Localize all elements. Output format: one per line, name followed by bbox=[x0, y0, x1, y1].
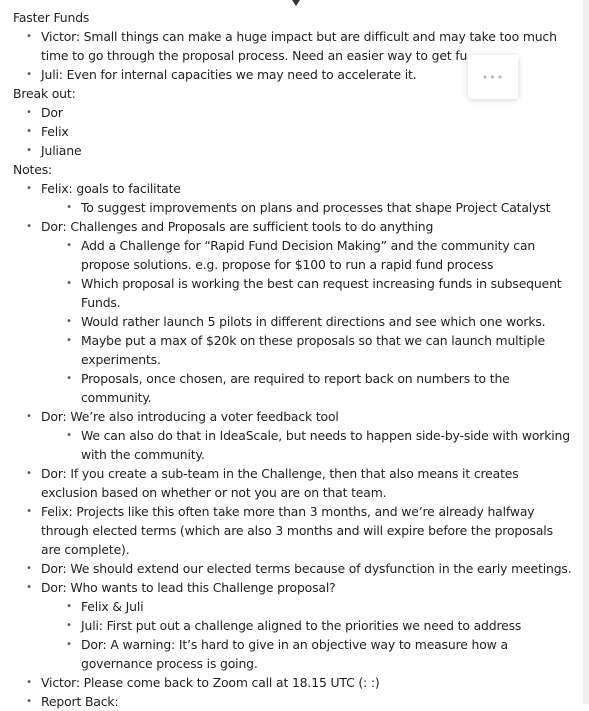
list-item-text: Which proposal is working the best can request increasing funds in subsequent bbox=[81, 276, 562, 291]
list-item-text: Dor: We’re also introducing a voter feedback tool bbox=[41, 409, 339, 424]
section-heading-faster-funds bbox=[13, 8, 583, 27]
list-item-text: Would rather launch 5 pilots in different directions and see which one works. bbox=[81, 314, 546, 329]
list-item-text: Victor: Small things can make a huge impact but are difficult and may take too much bbox=[41, 29, 557, 44]
section-heading-text: Notes: bbox=[13, 162, 53, 177]
list-item bbox=[13, 673, 583, 692]
bullet-icon: • bbox=[26, 563, 32, 574]
bullet-icon: • bbox=[66, 278, 72, 289]
list-item bbox=[13, 179, 583, 198]
list-item-text: through elected terms (which are also 3 months and will expire before the proposals bbox=[41, 523, 553, 538]
list-item bbox=[13, 122, 583, 141]
list-item bbox=[13, 578, 583, 597]
list-item-text: Juliane bbox=[41, 143, 82, 158]
section-heading-notes bbox=[13, 160, 583, 179]
right-edge-strip bbox=[583, 0, 589, 704]
list-item-text: Felix: Projects like this often take more than 3 months, and we’re already halfway bbox=[41, 504, 535, 519]
list-item-continuation bbox=[13, 255, 583, 274]
list-item-text: Felix bbox=[41, 124, 69, 139]
list-item bbox=[13, 331, 583, 350]
list-item-text: Dor: Challenges and Proposals are sufficient tools to do anything bbox=[41, 219, 434, 234]
list-item bbox=[13, 103, 583, 122]
list-item-text: We can also do that in IdeaScale, but needs to happen side-by-side with working bbox=[81, 428, 570, 443]
list-item-text: Add a Challenge for “Rapid Fund Decision Making” and the community can bbox=[81, 238, 536, 253]
list-item bbox=[13, 426, 583, 445]
list-item-text: Dor: Who wants to lead this Challenge proposal? bbox=[41, 580, 336, 595]
list-item-text: propose solutions. e.g. propose for $100 to run a rapid fund process bbox=[81, 257, 494, 272]
bullet-icon: • bbox=[26, 468, 32, 479]
list-item-continuation bbox=[13, 293, 583, 312]
bullet-icon: • bbox=[26, 221, 32, 232]
list-item-continuation bbox=[13, 388, 583, 407]
bullet-icon: • bbox=[66, 335, 72, 346]
bullet-icon: • bbox=[26, 677, 32, 688]
list-item-continuation bbox=[13, 654, 583, 673]
list-item bbox=[13, 274, 583, 293]
list-item bbox=[13, 217, 583, 236]
list-item-text: community. bbox=[81, 390, 152, 405]
list-item-text: Dor: A warning: It’s hard to give in an objective way to measure how a bbox=[81, 637, 508, 652]
list-item-text: Dor bbox=[41, 105, 63, 120]
list-item-text: Proposals, once chosen, are required to report back on numbers to the bbox=[81, 371, 510, 386]
document-body bbox=[13, 8, 583, 711]
bullet-icon: • bbox=[66, 430, 72, 441]
list-item-text: Report Back: bbox=[41, 694, 119, 709]
list-item-text: time to go through the proposal process. Need an easier way to get fu bbox=[41, 48, 468, 63]
list-item bbox=[13, 635, 583, 654]
list-item-continuation bbox=[13, 540, 583, 559]
list-item bbox=[13, 559, 583, 578]
bullet-icon: • bbox=[66, 240, 72, 251]
bullet-icon: • bbox=[26, 183, 32, 194]
scroll-indicator-caret bbox=[292, 0, 300, 6]
bullet-icon: • bbox=[26, 69, 32, 80]
list-item-text: Funds. bbox=[81, 295, 121, 310]
list-item bbox=[13, 141, 583, 160]
bullet-icon: • bbox=[26, 506, 32, 517]
list-item-text: experiments. bbox=[81, 352, 161, 367]
bullet-icon: • bbox=[26, 582, 32, 593]
bullet-icon: • bbox=[66, 601, 72, 612]
section-heading-text: Break out: bbox=[13, 86, 76, 101]
bullet-icon: • bbox=[26, 145, 32, 156]
list-item-text: exclusion based on whether or not you are on that team. bbox=[41, 485, 387, 500]
bullet-icon: • bbox=[66, 620, 72, 631]
list-item-text: Felix & Juli bbox=[81, 599, 144, 614]
list-item bbox=[13, 502, 583, 521]
list-item bbox=[13, 464, 583, 483]
list-item-text: To suggest improvements on plans and processes that shape Project Catalyst bbox=[81, 200, 551, 215]
list-item bbox=[13, 27, 583, 46]
ellipsis-icon: ••• bbox=[481, 70, 505, 84]
section-heading-text: Faster Funds bbox=[13, 10, 90, 25]
bullet-icon: • bbox=[66, 202, 72, 213]
list-item-text: Dor: If you create a sub-team in the Challenge, then that also means it creates bbox=[41, 466, 519, 481]
bullet-icon: • bbox=[26, 107, 32, 118]
list-item-text: Maybe put a max of $20k on these proposals so that we can launch multiple bbox=[81, 333, 545, 348]
list-item-text: Victor: Please come back to Zoom call at 18.15 UTC (: :) bbox=[41, 675, 380, 690]
bullet-icon: • bbox=[66, 373, 72, 384]
bullet-icon: • bbox=[26, 126, 32, 137]
list-item-continuation bbox=[13, 483, 583, 502]
list-item-text: Dor: We should extend our elected terms because of dysfunction in the early meetings. bbox=[41, 561, 572, 576]
bullet-icon: • bbox=[26, 696, 32, 707]
bullet-icon: • bbox=[26, 31, 32, 42]
list-item-continuation bbox=[13, 350, 583, 369]
list-item bbox=[13, 692, 583, 711]
list-item bbox=[13, 407, 583, 426]
list-item-text: Juli: First put out a challenge aligned to the priorities we need to address bbox=[81, 618, 522, 633]
bullet-icon: • bbox=[66, 639, 72, 650]
list-item bbox=[13, 312, 583, 331]
list-item bbox=[13, 198, 583, 217]
list-item-continuation bbox=[13, 521, 583, 540]
list-item bbox=[13, 597, 583, 616]
list-item bbox=[13, 369, 583, 388]
list-item bbox=[13, 236, 583, 255]
list-item-text: are complete). bbox=[41, 542, 130, 557]
bullet-icon: • bbox=[26, 411, 32, 422]
more-options-button[interactable] bbox=[468, 55, 518, 99]
list-item-continuation bbox=[13, 445, 583, 464]
list-item-text: governance process is going. bbox=[81, 656, 258, 671]
list-item-text: Felix: goals to facilitate bbox=[41, 181, 181, 196]
list-item-text: Juli: Even for internal capacities we may need to accelerate it. bbox=[41, 67, 417, 82]
list-item bbox=[13, 616, 583, 635]
bullet-icon: • bbox=[66, 316, 72, 327]
list-item-text: with the community. bbox=[81, 447, 205, 462]
